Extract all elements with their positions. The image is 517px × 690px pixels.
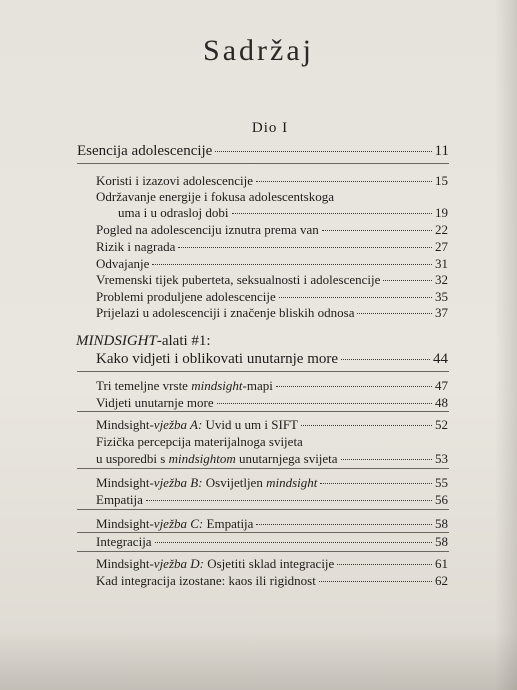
page-number: 15 <box>435 173 448 188</box>
toc-entry <box>96 256 448 271</box>
page-number: 62 <box>435 573 448 588</box>
leader-dots <box>322 230 432 231</box>
leader-dots <box>146 500 432 501</box>
part-heading: Dio I <box>251 120 289 136</box>
entry-title: Kad integracija izostane: kaos ili rigidnost <box>96 573 316 588</box>
leader-dots <box>357 313 432 314</box>
leader-dots <box>341 459 432 460</box>
rule-line <box>77 468 449 469</box>
entry-title: Mindsight-vježba C: Empatija <box>96 516 254 531</box>
chapter-title: Kako vidjeti i oblikovati unutarnje more <box>96 351 339 367</box>
leader-dots <box>341 359 430 360</box>
entry-title: Tri temeljne vrste mindsight-mapi <box>96 378 273 393</box>
entry-title: Pogled na adolescenciju iznutra prema van <box>96 222 319 237</box>
toc-entry <box>96 289 448 304</box>
leader-dots <box>217 403 432 404</box>
leader-dots <box>215 151 431 152</box>
leader-dots <box>155 542 432 543</box>
chapter-title: Esencija adolescencije <box>77 143 213 159</box>
toc-entry <box>96 395 448 410</box>
leader-dots <box>319 581 432 582</box>
leader-dots <box>301 425 432 426</box>
entry-title: Integracija <box>96 534 152 549</box>
leader-dots <box>232 213 433 214</box>
entry-title: Mindsight-vježba B: Osvijetljen mindsight <box>96 475 318 490</box>
entry-title: u usporedbi s mindsightom unutarnjega svijeta <box>96 451 338 466</box>
entry-title: Koristi i izazovi adolescencije <box>96 173 254 188</box>
toc-entry <box>96 534 448 549</box>
entry-title: uma i u odrasloj dobi <box>118 205 229 220</box>
page-number: 56 <box>435 492 448 507</box>
entry-title: Prijelazi u adolescenciji i značenje bliskih odnosa <box>96 305 355 320</box>
section-heading <box>76 333 211 350</box>
toc-chapter-1 <box>77 143 449 160</box>
leader-dots <box>152 264 432 265</box>
leader-dots <box>256 524 432 525</box>
toc-entry <box>96 556 448 571</box>
toc-entry <box>96 305 448 320</box>
toc-entry <box>96 378 448 393</box>
toc-entry <box>96 272 448 287</box>
page-number: 32 <box>435 272 448 287</box>
section-prefix: MINDSIGHT <box>76 333 157 349</box>
page-title: Sadržaj <box>203 34 314 67</box>
toc-chapter-2 <box>96 351 448 368</box>
entry-title-line1: Održavanje energije i fokusa adolescentskoga <box>96 189 334 204</box>
page-number: 37 <box>435 305 448 320</box>
leader-dots <box>320 483 432 484</box>
page-number: 31 <box>435 256 448 271</box>
toc-entry <box>96 516 448 531</box>
rule-line <box>77 551 449 552</box>
page-number: 35 <box>435 289 448 304</box>
entry-title: Problemi produljene adolescencije <box>96 289 276 304</box>
page-number: 48 <box>435 395 448 410</box>
entry-title: Vremenski tijek puberteta, seksualnosti i adolescencije <box>96 272 381 287</box>
section-suffix: -alati #1: <box>156 333 211 349</box>
leader-dots <box>256 181 432 182</box>
page-number: 58 <box>435 516 448 531</box>
page-bottom-shadow <box>0 630 517 690</box>
rule-line <box>77 163 449 164</box>
page-number: 52 <box>435 417 448 432</box>
toc-entry <box>96 573 448 588</box>
toc-entry <box>96 173 448 188</box>
entry-title-line1: Fizička percepcija materijalnoga svijeta <box>96 434 303 449</box>
leader-dots <box>276 386 432 387</box>
toc-entry <box>118 205 448 220</box>
leader-dots <box>383 280 432 281</box>
toc-entry <box>96 417 448 432</box>
leader-dots <box>279 297 432 298</box>
entry-title: Vidjeti unutarnje more <box>96 395 214 410</box>
page-number: 22 <box>435 222 448 237</box>
page-number: 27 <box>435 239 448 254</box>
page-number: 11 <box>434 143 449 159</box>
page-number: 44 <box>433 351 448 367</box>
toc-entry <box>96 222 448 237</box>
rule-line <box>77 532 449 533</box>
entry-title: Empatija <box>96 492 143 507</box>
entry-title: Mindsight-vježba A: Uvid u um i SIFT <box>96 417 299 432</box>
page-number: 61 <box>435 556 448 571</box>
page-number: 53 <box>435 451 448 466</box>
rule-line <box>77 411 449 412</box>
rule-line <box>77 509 449 510</box>
page-edge-shadow <box>495 0 517 690</box>
toc-entry <box>96 475 448 490</box>
leader-dots <box>337 564 432 565</box>
page-number: 47 <box>435 378 448 393</box>
entry-title: Rizik i nagrada <box>96 239 176 254</box>
toc-entry <box>96 492 448 507</box>
leader-dots <box>178 247 432 248</box>
entry-title: Mindsight-vježba D: Osjetiti sklad integracije <box>96 556 335 571</box>
page-number: 19 <box>435 205 448 220</box>
toc-entry <box>96 451 448 466</box>
rule-line <box>77 371 449 372</box>
page-number: 55 <box>435 475 448 490</box>
page-number: 58 <box>435 534 448 549</box>
entry-title: Odvajanje <box>96 256 150 271</box>
toc-entry <box>96 239 448 254</box>
